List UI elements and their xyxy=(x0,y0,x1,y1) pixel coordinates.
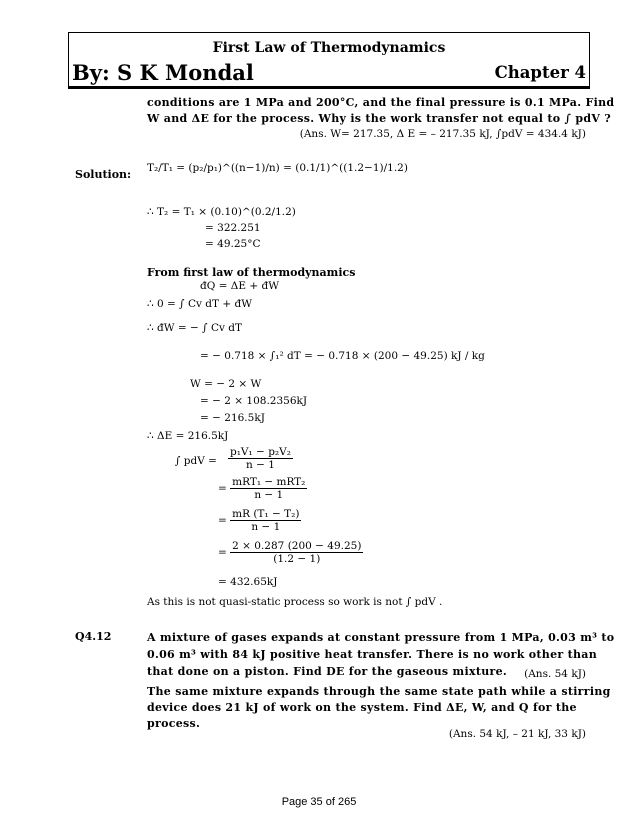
q412-answer-1: (Ans. 54 kJ) xyxy=(524,668,586,680)
dq-equation: đQ = ΔE + đW xyxy=(200,280,280,292)
t2-value-2: = 49.25°C xyxy=(205,238,261,250)
ratio-equation: T₂/T₁ = (p₂/p₁)^((n−1)/n) = (0.1/1)^((1.2−1)/1.2) xyxy=(147,162,408,174)
work-line-3: = − 216.5kJ xyxy=(200,412,265,424)
pdv-fraction-3: = $\frac{\text{mR (T₁ − T₂)}}{n - 1}$ xyxy=(218,508,300,533)
prev-question-line1: conditions are 1 MPa and 200°C, and the final pressure is 0.1 MPa. Find xyxy=(147,96,615,109)
page-number: Page 35 of 265 xyxy=(281,796,357,808)
pdv-fraction-2: = $\frac{\text{mRT₁ − mRT₂}}{n - 1}$ xyxy=(218,476,306,501)
work-line-2: = − 2 × 108.2356kJ xyxy=(200,395,308,407)
prev-question-answer: (Ans. W= 217.35, Δ E = – 217.35 kJ, ∫pdV = 434.4 kJ) xyxy=(299,128,586,140)
pdv-frac1-num: p₁V₁ − p₂V₂ xyxy=(230,446,291,458)
question-number: Q4.12 xyxy=(75,630,112,643)
header-author: By: S K Mondal xyxy=(72,60,254,85)
header-rule xyxy=(68,86,590,89)
work-line-1: W = − 2 × W xyxy=(190,378,262,390)
dw-equation: ∴ đW = − ∫ Cv dT xyxy=(147,322,242,334)
pdv-frac4-den: (1.2 − 1) xyxy=(273,553,321,565)
pdv-frac1-den: n − 1 xyxy=(246,459,275,471)
pdv-frac3-num: mR (T₁ − T₂) xyxy=(232,508,300,520)
pdv-frac3-den: n − 1 xyxy=(251,521,281,533)
integral-equation: = − 0.718 × ∫₁² dT = − 0.718 × (200 − 49.25) kJ / kg xyxy=(200,350,485,362)
pdv-frac2-den: n − 1 xyxy=(254,489,284,501)
header-chapter: Chapter 4 xyxy=(494,63,586,82)
q412-line4: The same mixture expands through the same state path while a stirring xyxy=(147,685,611,698)
q412-line1: A mixture of gases expands at constant pressure from 1 MPa, 0.03 m³ to xyxy=(147,631,615,644)
q412-line2: 0.06 m³ with 84 kJ positive heat transfer. There is no work other than xyxy=(147,648,598,661)
t2-value-1: = 322.251 xyxy=(205,222,261,234)
pdv-fraction-1 xyxy=(228,446,293,471)
pdv-frac4-num: 2 × 0.287 (200 − 49.25) xyxy=(232,540,362,552)
pdv-fraction-4: = $\frac{2 \times 0.287 (200 - 49.25)}{(1.2 - 1)}$ xyxy=(218,540,362,565)
q412-line3: that done on a piston. Find DE for the gaseous mixture. xyxy=(147,665,508,678)
pdv-frac2-num: mRT₁ − mRT₂ xyxy=(232,476,306,488)
header-title: First Law of Thermodynamics xyxy=(212,40,446,56)
solution-label: Solution: xyxy=(75,168,132,181)
pdv-result: = 432.65kJ xyxy=(218,576,278,588)
prev-question-line2: W and ΔE for the process. Why is the work transfer not equal to ∫ pdV ? xyxy=(147,112,612,125)
first-law-heading: From first law of thermodynamics xyxy=(147,266,356,279)
delta-e-line: ∴ ΔE = 216.5kJ xyxy=(147,430,229,442)
q412-answer-2: (Ans. 54 kJ, – 21 kJ, 33 kJ) xyxy=(448,728,586,740)
zero-equation: ∴ 0 = ∫ Cv dT + đW xyxy=(147,298,252,310)
q412-line6: process. xyxy=(147,717,201,730)
closing-statement: As this is not quasi-static process so work is not ∫ pdV . xyxy=(147,596,443,608)
q412-line5: device does 21 kJ of work on the system. Find ΔE, W, and Q for the xyxy=(147,701,577,714)
t2-equation: ∴ T₂ = T₁ × (0.10)^(0.2/1.2) xyxy=(147,206,296,218)
pdv-lhs: ∫ pdV = xyxy=(175,455,217,467)
